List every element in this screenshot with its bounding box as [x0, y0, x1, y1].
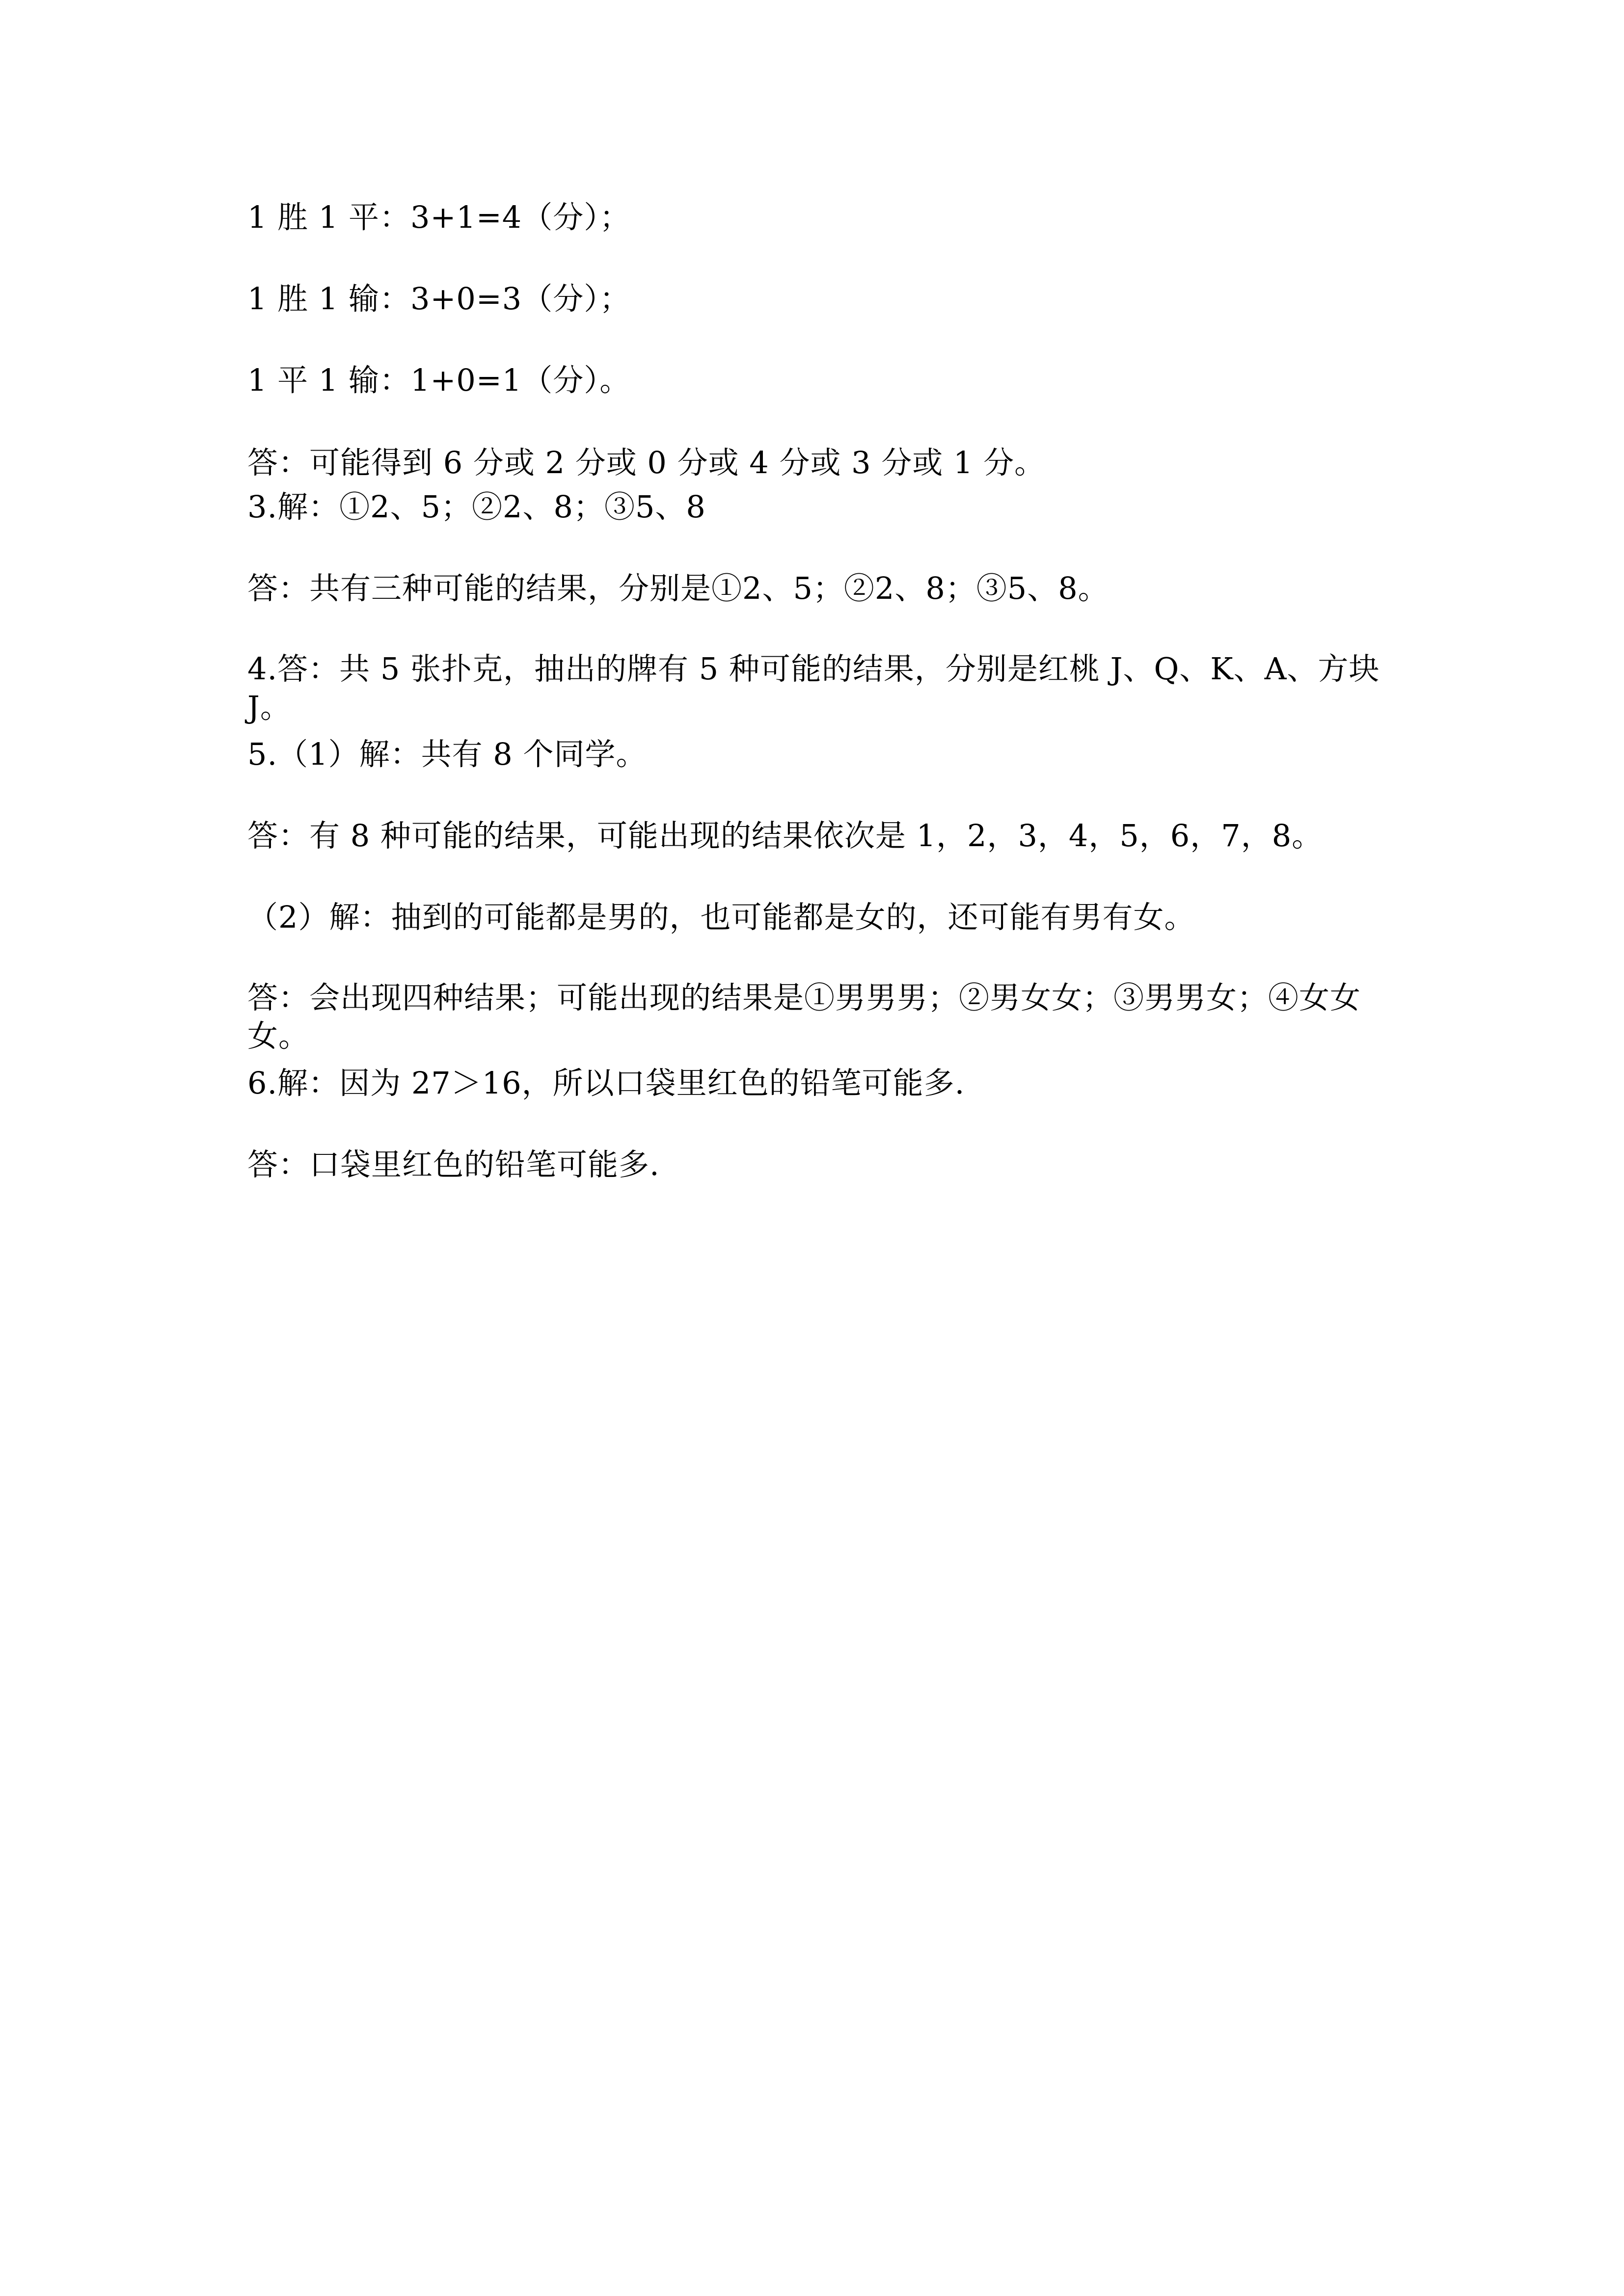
answer-5-1: 答：有 8 种可能的结果，可能出现的结果依次是 1，2，3，4，5，6，7，8。 — [247, 818, 1323, 854]
solution-3: 3.解：①2、5；②2、8；③5、8 — [247, 489, 706, 525]
answer-6: 答：口袋里红色的铅笔可能多. — [247, 1147, 660, 1182]
solution-5-1: 5.（1）解：共有 8 个同学。 — [247, 736, 647, 772]
answer-2: 答：可能得到 6 分或 2 分或 0 分或 4 分或 3 分或 1 分。 — [247, 445, 1046, 481]
score-line-win-draw: 1 胜 1 平：3+1=4（分）； — [247, 199, 631, 235]
answer-5-2: 答：会出现四种结果；可能出现的结果是①男男男；②男女女；③男男女；④女女女。 — [247, 980, 1361, 1054]
solution-6: 6.解：因为 27＞16，所以口袋里红色的铅笔可能多. — [247, 1065, 965, 1101]
score-line-win-loss: 1 胜 1 输：3+0=3（分）； — [247, 281, 631, 317]
answer-4: 4.答：共 5 张扑克，抽出的牌有 5 种可能的结果，分别是红桃 J、Q、K、A、方块 J。 — [247, 651, 1380, 725]
score-line-draw-loss: 1 平 1 输：1+0=1（分）。 — [247, 362, 631, 398]
solution-5-2: （2）解：抽到的可能都是男的，也可能都是女的，还可能有男有女。 — [247, 899, 1195, 935]
answer-3: 答：共有三种可能的结果，分别是①2、5；②2、8；③5、8。 — [247, 570, 1109, 606]
